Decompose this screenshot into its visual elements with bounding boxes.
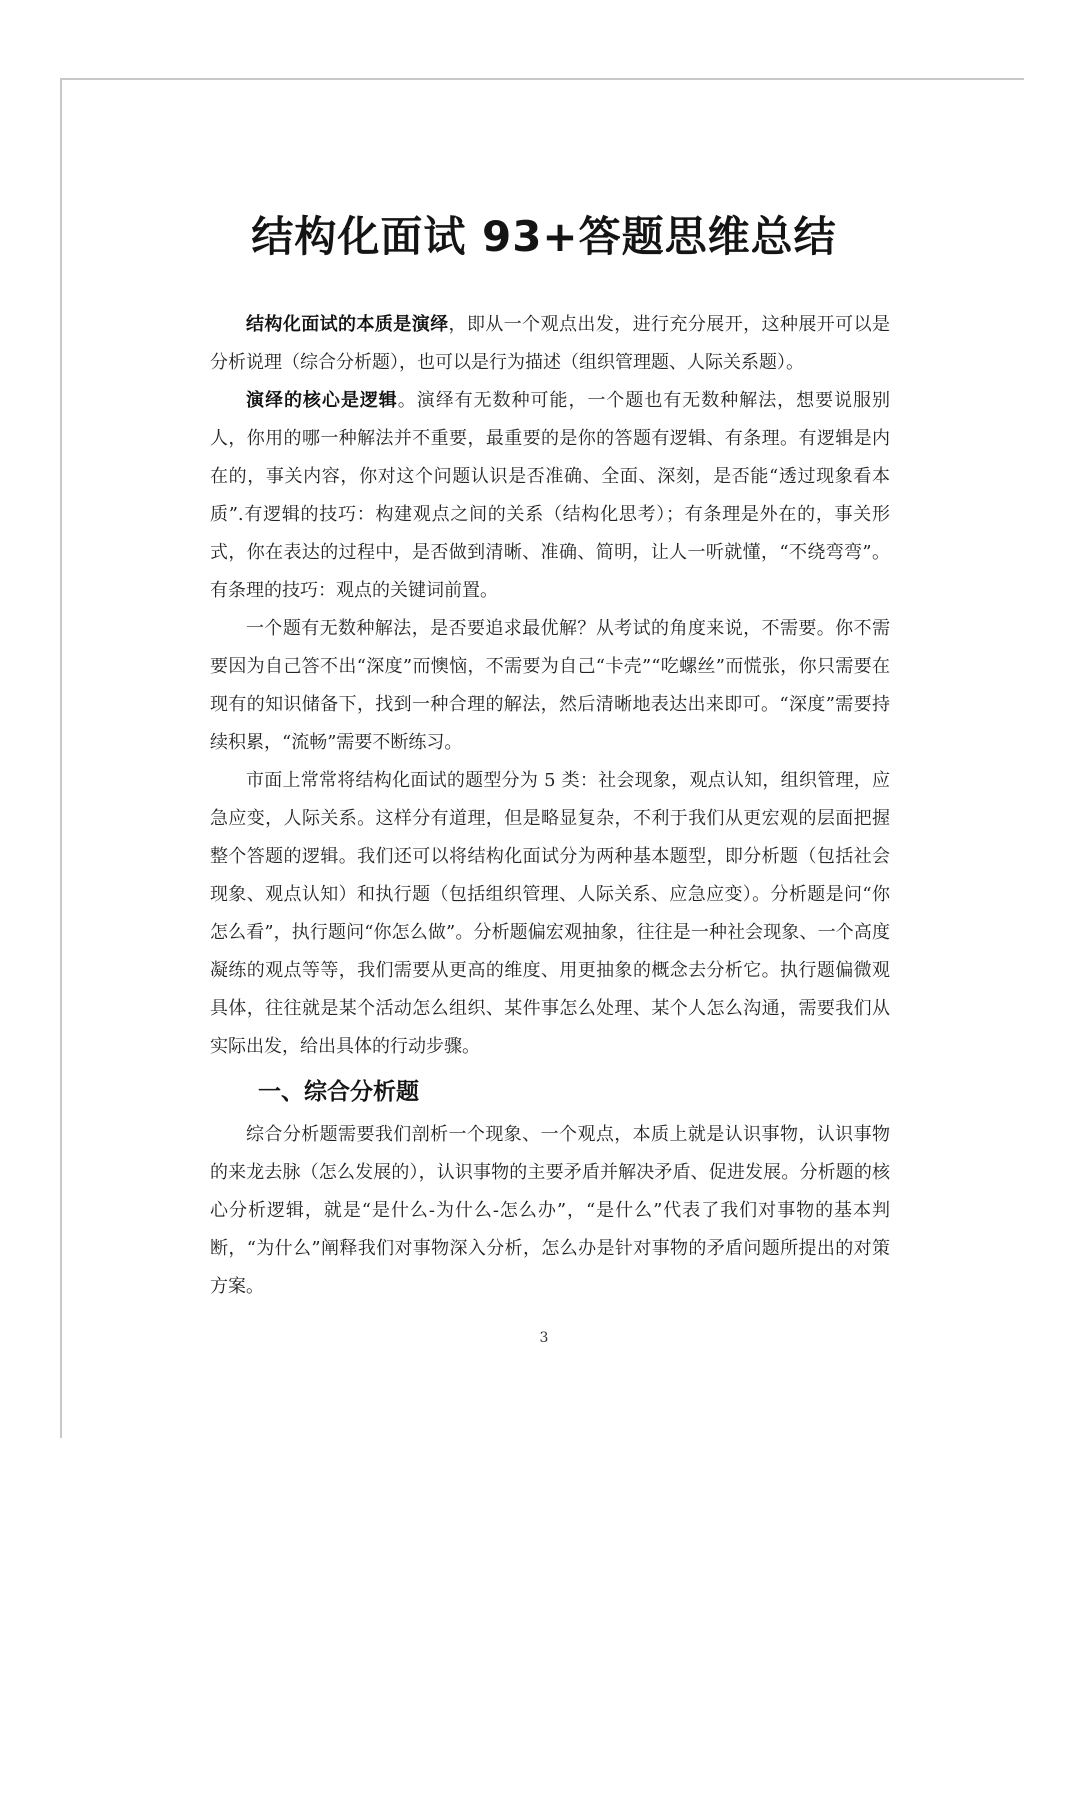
paragraph-text: 一个题有无数种解法，是否要追求最优解？从考试的角度来说，不需要。你不需要因为自己答不出“深度”而懊恼，不需要为自己“卡壳”“吃螺丝”而慌张，你只需要在现有的知识储备下，找到一种合理的解法，然后清晰地表达出来即可。“深度”需要持续积累，“流畅”需要不断练习。 <box>210 618 890 753</box>
paragraph-logic <box>210 382 890 610</box>
paragraph-text: 综合分析题需要我们剖析一个现象、一个观点，本质上就是认识事物，认识事物的来龙去脉（怎么发展的），认识事物的主要矛盾并解决矛盾、促进发展。分析题的核心分析逻辑，就是“是什么-为什么-怎么办”，“是什么”代表了我们对事物的基本判断，“为什么”阐释我们对事物深入分析，怎么办是针对事物的矛盾问题所提出的对策方案。 <box>210 1124 890 1297</box>
paragraph-text: 市面上常常将结构化面试的题型分为 5 类：社会现象，观点认知，组织管理，应急应变，人际关系。这样分有道理，但是略显复杂，不利于我们从更宏观的层面把握整个答题的逻辑。我们还可以将结构化面试分为两种基本题型，即分析题（包括社会现象、观点认知）和执行题（包括组织管理、人际关系、应急应变）。分析题是问“你怎么看”，执行题问“你怎么做”。分析题偏宏观抽象，往往是一种社会现象、一个高度凝练的观点等等，我们需要从更高的维度、用更抽象的概念去分析它。执行题偏微观具体，往往就是某个活动怎么组织、某件事怎么处理、某个人怎么沟通，需要我们从实际出发，给出具体的行动步骤。 <box>210 770 890 1057</box>
document-body <box>210 306 890 1306</box>
section-heading: 一、综合分析题 <box>258 1079 419 1105</box>
document-title: 结构化面试 93+答题思维总结 <box>251 212 837 261</box>
paragraph-comprehensive-analysis <box>210 1116 890 1306</box>
paragraph-lead: 演绎的核心是逻辑 <box>246 390 398 411</box>
paragraph-text: 。演绎有无数种可能，一个题也有无数种解法，想要说服别人，你用的哪一种解法并不重要，最重要的是你的答题有逻辑、有条理。有逻辑是内在的，事关内容，你对这个问题认识是否准确、全面、深刻，是否能“透过现象看本质”.有逻辑的技巧：构建观点之间的关系（结构化思考）；有条理是外在的，事关形式，你在表达的过程中，是否做到清晰、准确、简明，让人一听就懂，“不绕弯弯”。有条理的技巧：观点的关键词前置。 <box>210 390 891 601</box>
paragraph-text: ，即从一个观点出发，进行充分展开，这种展开可以是分析说理（综合分析题），也可以是行为描述（组织管理题、人际关系题）。 <box>210 314 890 373</box>
paragraph-question-types <box>210 762 890 1066</box>
page-number: 3 <box>539 1330 549 1346</box>
paragraph-optimal-solution <box>210 610 890 762</box>
document-page <box>60 78 1024 1438</box>
paragraph-lead: 结构化面试的本质是演绎 <box>246 314 449 335</box>
paragraph-essence <box>210 306 890 382</box>
